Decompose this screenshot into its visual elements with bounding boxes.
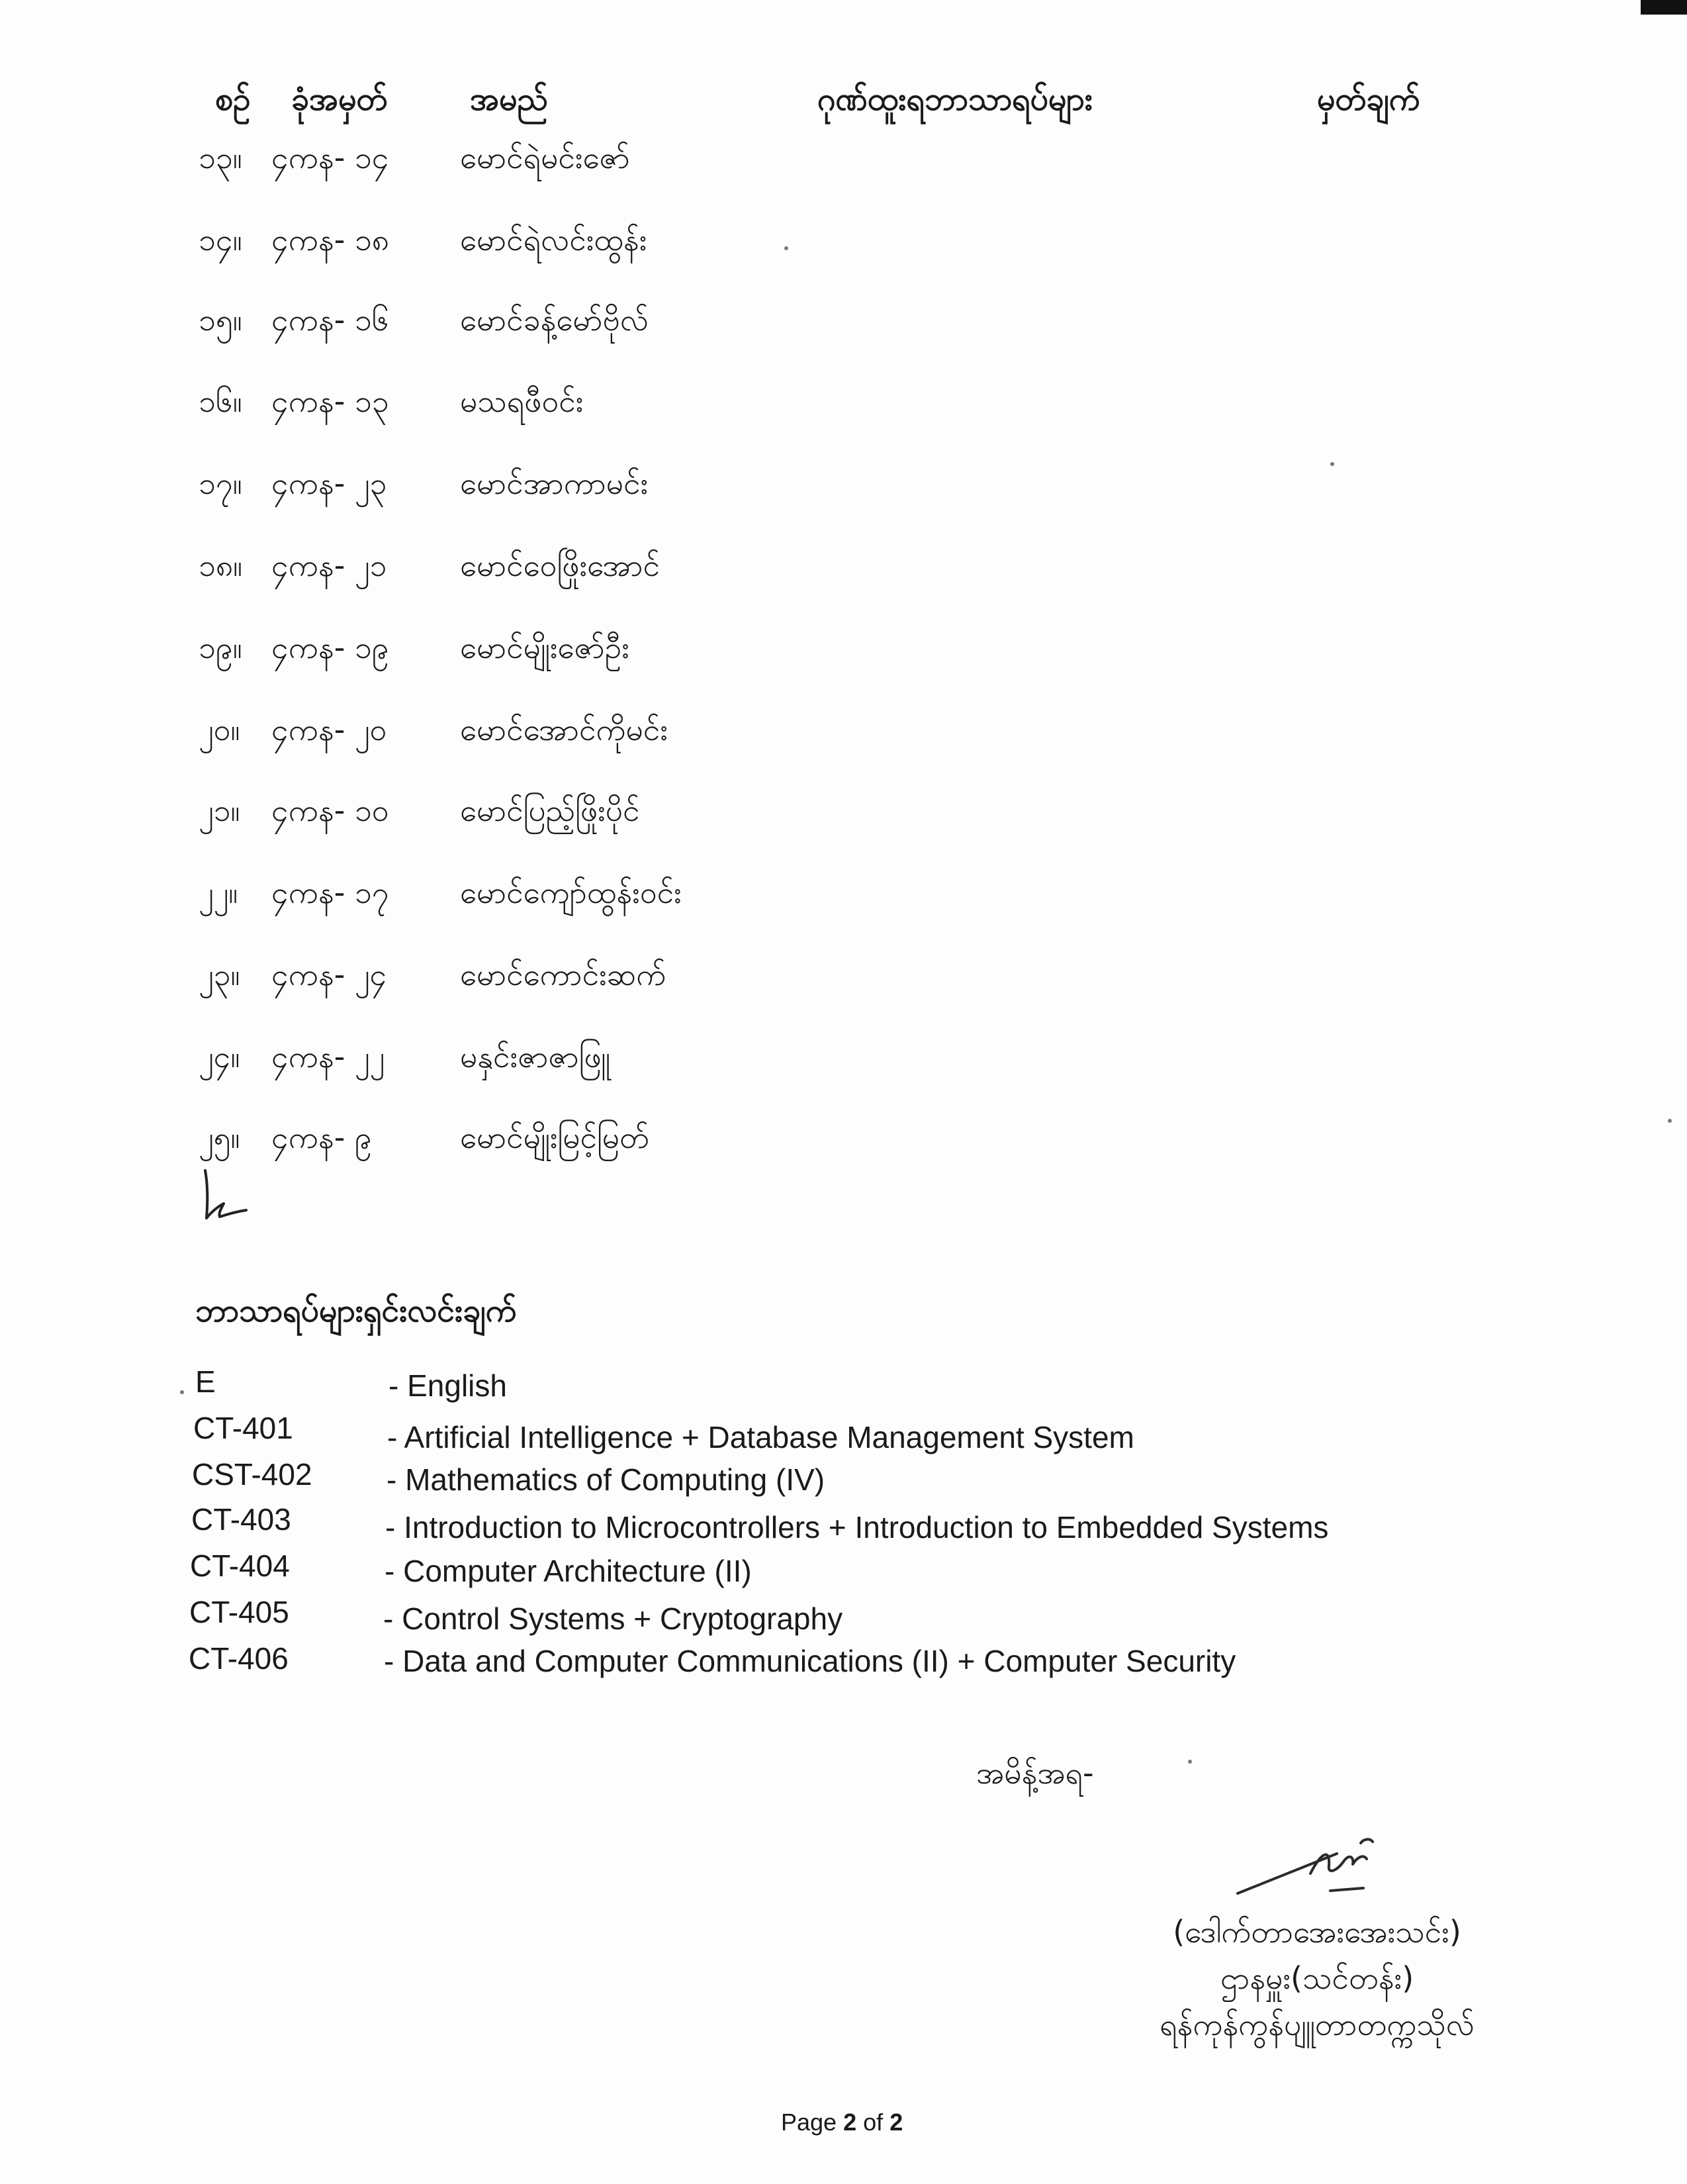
roster-row	[0, 874, 794, 927]
subject-code: E	[195, 1364, 216, 1399]
serial-no: ၂၂။	[199, 875, 238, 910]
student-name: မောင်ဝေဖြိုးအောင်	[460, 547, 661, 583]
serial-no: ၂၃။	[199, 957, 240, 992]
roll-no: ၄ကန- ၂၀	[271, 712, 387, 747]
serial-no: ၁၃။	[199, 140, 242, 175]
by-order-text: အမိန့်အရ-	[976, 1755, 1094, 1791]
roster-row	[0, 139, 794, 192]
serial-no: ၁၄။	[199, 222, 242, 258]
subject-description: - English	[388, 1368, 507, 1403]
student-name: မောင်အာကာမင်း	[460, 465, 649, 501]
student-name: မောင်ကျော်ထွန်းဝင်း	[460, 875, 682, 910]
student-name: မောင်ကောင်းဆက်	[460, 957, 666, 992]
roll-no: ၄ကန- ၂၁	[271, 547, 387, 583]
page-label: Page	[781, 2109, 837, 2136]
roll-no: ၄ကန- ၁၉	[271, 630, 389, 665]
student-name: မောင်ပြည့်ဖြိုးပိုင်	[460, 792, 640, 828]
roll-no: ၄ကန- ၁၇	[271, 875, 389, 910]
roll-no: ၄ကန- ၁၈	[271, 222, 390, 258]
roster-row	[0, 1119, 794, 1172]
scan-speck	[1188, 1760, 1192, 1764]
header-serial-no: စဥ်	[215, 81, 251, 118]
subject-legend-title: ဘာသာရပ်များရှင်းလင်းချက်	[195, 1292, 517, 1329]
scan-speck	[1330, 462, 1334, 466]
page-current: 2	[843, 2109, 857, 2136]
roll-no: ၄ကန- ၁၆	[271, 302, 389, 338]
roster-row	[0, 221, 794, 274]
student-name: မောင်ရဲမင်းဇော်	[460, 140, 630, 175]
legend-item	[189, 1594, 1513, 1634]
legend-item	[191, 1501, 1515, 1544]
signatory-organization: ရန်ကုန်ကွန်ပျူတာတက္ကသိုလ်	[1160, 2007, 1475, 2042]
scan-speck	[180, 1390, 184, 1394]
header-distinction-subjects: ဂုဏ်ထူးရဘာသာရပ်များ	[817, 81, 1093, 118]
roll-no: ၄ကန- ၂၂	[271, 1039, 385, 1074]
student-name: မသရဖီဝင်း	[460, 383, 584, 419]
roster-row	[0, 956, 794, 1009]
serial-no: ၁၆။	[199, 383, 242, 419]
subject-code: CT-405	[189, 1595, 289, 1629]
subject-code: CST-402	[192, 1457, 312, 1492]
subject-description: - Artificial Intelligence + Database Management System	[387, 1420, 1134, 1454]
serial-no: ၁၉။	[199, 630, 242, 665]
subject-code: CT-403	[191, 1502, 291, 1537]
student-name: မောင်ရဲလင်းထွန်း	[460, 222, 647, 258]
roster-row	[0, 792, 794, 845]
legend-item	[192, 1456, 1516, 1496]
roster-row	[0, 629, 794, 682]
signatory-name: (ဒေါက်တာအေးအေးသင်း)	[1173, 1914, 1461, 1950]
roster-row	[0, 465, 794, 518]
scan-speck	[1668, 1119, 1672, 1123]
roll-no: ၄ကန- ၁၃	[271, 383, 389, 419]
page-of-label: of	[863, 2109, 884, 2136]
scan-edge-mark	[1641, 0, 1687, 15]
legend-item	[189, 1640, 1512, 1680]
legend-item	[193, 1410, 1517, 1454]
subject-description: - Data and Computer Communications (II) + Computer Security	[384, 1644, 1236, 1678]
serial-no: ၂၁။	[199, 792, 240, 828]
signatory-title: ဌာနမှူး(သင်တန်း)	[1220, 1960, 1414, 1996]
page-number-footer	[781, 2109, 903, 2136]
page-total: 2	[889, 2109, 903, 2136]
roster-row	[0, 547, 794, 600]
roster-row	[0, 383, 794, 436]
roll-no: ၄ကန- ၉	[271, 1119, 372, 1155]
legend-item	[190, 1548, 1514, 1588]
subject-description: - Control Systems + Cryptography	[383, 1601, 843, 1636]
subject-code: CT-406	[189, 1641, 289, 1676]
serial-no: ၂၄။	[199, 1039, 240, 1074]
roll-no: ၄ကန- ၁၀	[271, 792, 389, 828]
header-name: အမည်	[470, 81, 548, 118]
roll-no: ၄ကန- ၂၄	[271, 957, 387, 992]
student-name: မောင်အောင်ကိုမင်း	[460, 712, 668, 747]
serial-no: ၂၅။	[199, 1119, 240, 1155]
student-name: မောင်ခန့်မော်ဗိုလ်	[460, 302, 649, 338]
header-roll-no: ခုံအမှတ်	[291, 81, 388, 118]
roster-row	[0, 711, 794, 764]
serial-no: ၁၇။	[199, 465, 242, 501]
roll-no: ၄ကန- ၁၄	[271, 140, 389, 175]
student-name: မောင်မျိုးမြင့်မြတ်	[460, 1119, 649, 1155]
roster-row	[0, 1038, 794, 1091]
serial-no: ၁၅။	[199, 302, 242, 338]
subject-description: - Mathematics of Computing (IV)	[387, 1462, 825, 1497]
legend-item	[195, 1364, 1519, 1403]
student-name: မနှင်းဇာဇာဖြူ	[460, 1039, 611, 1074]
subject-description: - Introduction to Microcontrollers + Introduction to Embedded Systems	[385, 1510, 1329, 1544]
roster-row	[0, 301, 794, 354]
handwritten-initial-mark	[199, 1165, 251, 1225]
header-remarks: မှတ်ချက်	[1317, 81, 1420, 118]
subject-description: - Computer Architecture (II)	[385, 1554, 752, 1588]
roll-no: ၄ကန- ၂၃	[271, 465, 387, 501]
subject-code: CT-401	[193, 1411, 293, 1445]
serial-no: ၂၀။	[199, 712, 240, 747]
handwritten-signature	[1231, 1827, 1403, 1907]
subject-code: CT-404	[190, 1548, 290, 1583]
student-name: မောင်မျိုးဇော်ဦး	[460, 630, 629, 665]
serial-no: ၁၈။	[199, 547, 243, 583]
